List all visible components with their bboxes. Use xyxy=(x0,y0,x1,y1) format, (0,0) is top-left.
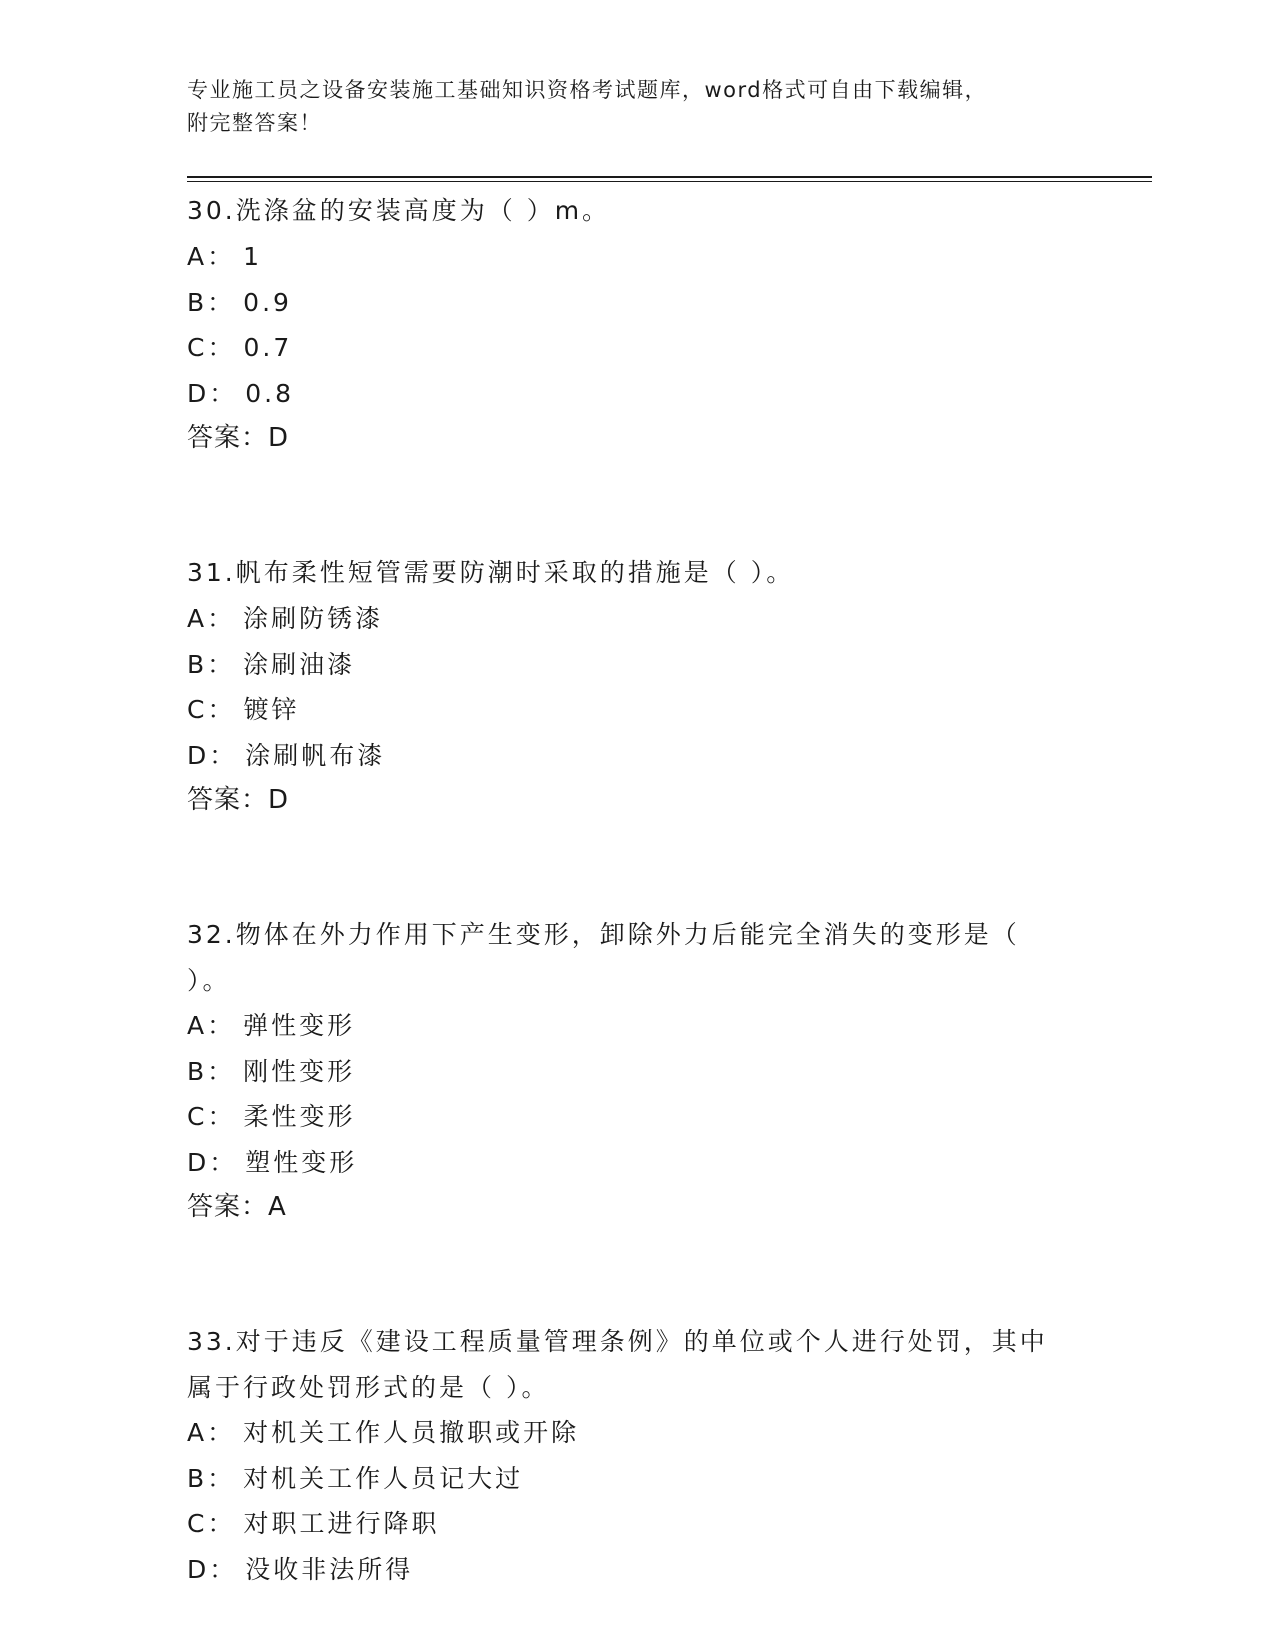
option-separator: ： xyxy=(207,1056,236,1086)
option-separator: ： xyxy=(207,603,236,633)
option-text: 没收非法所得 xyxy=(245,1554,414,1584)
answer-key: 答案：A xyxy=(187,1192,287,1223)
option-text: 涂刷防锈漆 xyxy=(243,603,384,633)
option-text: 镀锌 xyxy=(243,695,300,725)
question-stem: ）。 xyxy=(187,965,231,995)
option-letter: D xyxy=(187,1147,210,1177)
option-text: 1 xyxy=(243,242,263,271)
option-letter: B xyxy=(187,1056,208,1086)
answer-option xyxy=(187,1547,1087,1593)
option-letter: A xyxy=(187,242,208,271)
answer-option xyxy=(187,234,1087,280)
option-letter: D xyxy=(187,1554,210,1584)
option-separator: ： xyxy=(209,1147,238,1177)
answer-option xyxy=(187,325,1087,371)
answer-option xyxy=(187,642,1087,688)
option-text: 0.7 xyxy=(243,333,293,363)
answer-option xyxy=(187,1049,1087,1095)
header-divider-thin xyxy=(187,181,1152,182)
answer-option xyxy=(187,371,1087,417)
option-letter: B xyxy=(187,1463,208,1493)
answer-option xyxy=(187,596,1087,642)
option-text: 对职工进行降职 xyxy=(243,1509,440,1539)
option-text: 0.9 xyxy=(243,287,292,317)
answer-option xyxy=(187,1410,1087,1456)
question-spacer xyxy=(187,1231,1087,1319)
answer-option xyxy=(187,1140,1087,1186)
answer-key: 答案：D xyxy=(187,423,290,454)
option-text: 对机关工作人员撤职或开除 xyxy=(243,1417,580,1447)
option-letter: C xyxy=(187,695,208,725)
answer-option xyxy=(187,1501,1087,1547)
option-separator: ： xyxy=(207,287,236,317)
question-block xyxy=(187,550,1087,824)
question-spacer xyxy=(187,824,1087,912)
document-header xyxy=(187,74,1067,140)
option-letter: C xyxy=(187,1102,208,1132)
option-text: 0.8 xyxy=(245,378,295,408)
header-title-line-2: 附完整答案！ xyxy=(187,111,322,135)
option-separator: ： xyxy=(207,1509,236,1539)
header-divider-thick xyxy=(187,176,1152,178)
option-letter: B xyxy=(187,649,208,679)
option-letter: C xyxy=(187,333,208,363)
answer-option xyxy=(187,280,1087,326)
option-letter: A xyxy=(187,1010,208,1040)
option-separator: ： xyxy=(207,695,236,725)
question-stem: 属于行政处罚形式的是（ ）。 xyxy=(187,1372,550,1402)
option-separator: ： xyxy=(209,1554,238,1584)
answer-option xyxy=(187,1094,1087,1140)
option-letter: D xyxy=(187,378,210,408)
question-block xyxy=(187,188,1087,462)
question-stem: 30.洗涤盆的安装高度为（ ）m。 xyxy=(187,196,611,225)
option-separator: ： xyxy=(207,333,236,363)
option-letter: A xyxy=(187,1417,208,1447)
option-text: 刚性变形 xyxy=(243,1056,356,1086)
option-text: 涂刷帆布漆 xyxy=(245,740,386,770)
answer-option xyxy=(187,1456,1087,1502)
option-separator: ： xyxy=(207,649,236,679)
header-title-line-1: 专业施工员之设备安装施工基础知识资格考试题库，word格式可自由下载编辑， xyxy=(187,78,988,102)
option-text: 对机关工作人员记大过 xyxy=(243,1463,524,1493)
question-spacer xyxy=(187,462,1087,550)
question-stem: 31.帆布柔性短管需要防潮时采取的措施是（ ）。 xyxy=(187,557,795,587)
option-letter: D xyxy=(187,740,210,770)
option-separator: ： xyxy=(207,1102,236,1132)
option-text: 柔性变形 xyxy=(243,1102,356,1132)
question-list xyxy=(187,188,1087,1592)
answer-option xyxy=(187,687,1087,733)
answer-key: 答案：D xyxy=(187,785,290,816)
option-letter: A xyxy=(187,603,208,633)
option-separator: ： xyxy=(207,242,236,271)
question-block xyxy=(187,912,1087,1231)
option-letter: B xyxy=(187,287,208,317)
answer-option xyxy=(187,733,1087,779)
option-letter: C xyxy=(187,1509,208,1539)
option-separator: ： xyxy=(209,740,238,770)
answer-option xyxy=(187,1003,1087,1049)
option-text: 塑性变形 xyxy=(245,1147,358,1177)
option-text: 涂刷油漆 xyxy=(243,649,356,679)
option-separator: ： xyxy=(207,1010,236,1040)
question-block xyxy=(187,1319,1087,1592)
question-stem: 33.对于违反《建设工程质量管理条例》的单位或个人进行处罚，其中 xyxy=(187,1326,1048,1356)
question-stem: 32.物体在外力作用下产生变形，卸除外力后能完全消失的变形是（ xyxy=(187,919,1020,949)
option-text: 弹性变形 xyxy=(243,1010,356,1040)
option-separator: ： xyxy=(207,1417,236,1447)
option-separator: ： xyxy=(207,1463,236,1493)
option-separator: ： xyxy=(209,378,238,408)
